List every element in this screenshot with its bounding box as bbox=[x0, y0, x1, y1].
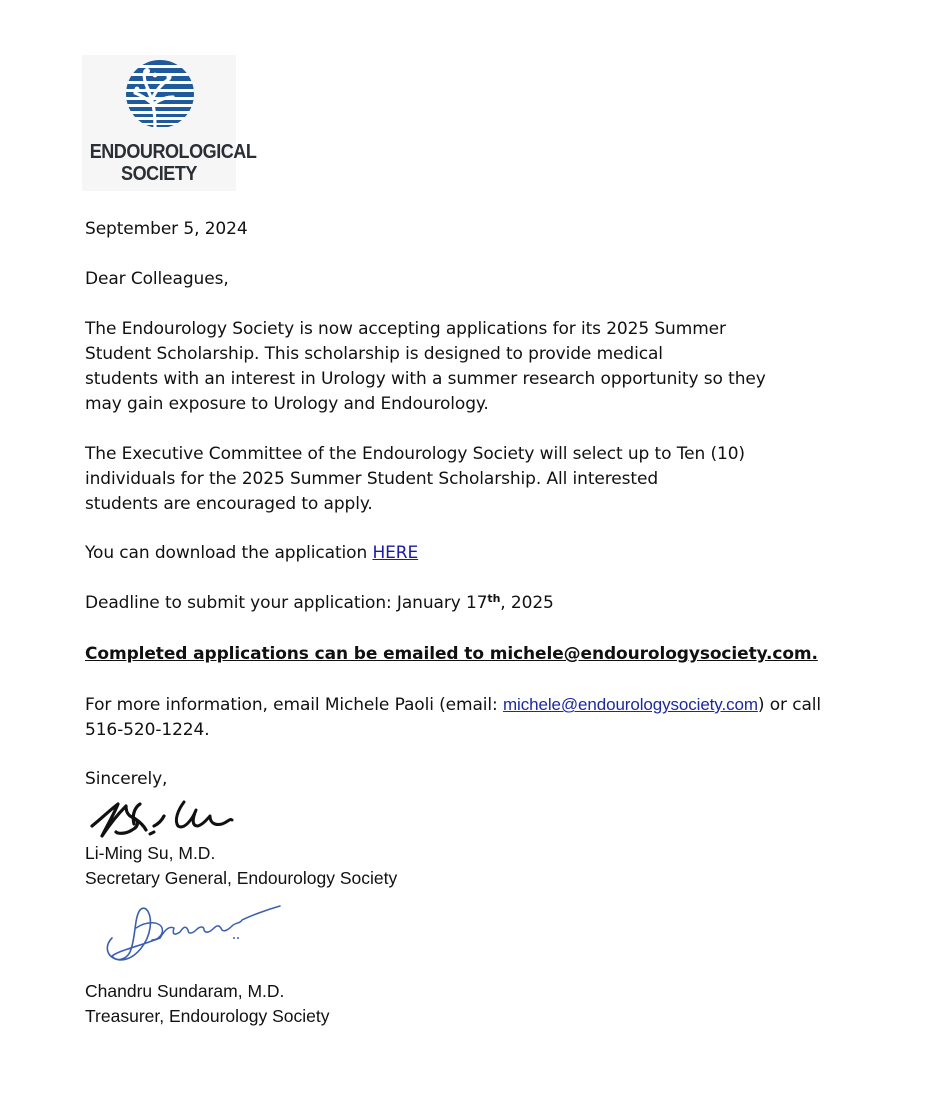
signer-1-title: Secretary General, Endourology Society bbox=[85, 868, 398, 888]
signature-chandru-sundaram bbox=[100, 898, 286, 970]
paragraph-1 bbox=[85, 317, 766, 417]
logo-wordmark bbox=[89, 141, 257, 185]
download-text: You can download the application bbox=[85, 543, 373, 563]
signer-2 bbox=[85, 979, 329, 1029]
phone-number: 516-520-1224. bbox=[85, 720, 210, 740]
download-line bbox=[85, 541, 418, 566]
signer-2-name: Chandru Sundaram, M.D. bbox=[85, 981, 285, 1001]
paragraph-line: individuals for the 2025 Summer Student Scholarship. All interested bbox=[85, 469, 659, 489]
globe-tree-icon bbox=[125, 59, 195, 129]
logo-text-line2: SOCIETY bbox=[121, 163, 197, 185]
signer-1-name: Li-Ming Su, M.D. bbox=[85, 843, 216, 863]
salutation: Dear Colleagues, bbox=[85, 269, 229, 289]
deadline-ordinal: th bbox=[487, 592, 501, 605]
paragraph-line: The Endourology Society is now accepting applications for its 2025 Summer bbox=[85, 319, 726, 339]
contact-prefix: For more information, email Michele Paoli (email: bbox=[85, 695, 503, 715]
logo-text-line1: ENDOUROLOGICAL bbox=[89, 141, 257, 163]
signature-li-ming-su bbox=[88, 796, 238, 842]
contact-info bbox=[85, 692, 821, 743]
closing: Sincerely, bbox=[85, 769, 168, 789]
deadline-text: Deadline to submit your application: January 17 bbox=[85, 593, 488, 613]
paragraph-2 bbox=[85, 442, 745, 517]
signer-1 bbox=[85, 841, 397, 891]
contact-line-1 bbox=[85, 692, 821, 718]
letter-date: September 5, 2024 bbox=[85, 219, 248, 239]
completed-applications-note: Completed applications can be emailed to michele@endourologysociety.com. bbox=[85, 644, 818, 664]
paragraph-line: Student Scholarship. This scholarship is designed to provide medical bbox=[85, 344, 663, 364]
contact-suffix: ) or call bbox=[757, 695, 822, 715]
deadline-line bbox=[85, 591, 554, 616]
paragraph-line: students are encouraged to apply. bbox=[85, 494, 373, 514]
paragraph-line: students with an interest in Urology with a summer research opportunity so they bbox=[85, 369, 766, 389]
email-link[interactable]: michele@endourologysociety.com bbox=[502, 695, 758, 714]
signer-2-title: Treasurer, Endourology Society bbox=[85, 1006, 330, 1026]
download-application-link[interactable]: HERE bbox=[372, 543, 419, 563]
paragraph-line: may gain exposure to Urology and Endourology. bbox=[85, 394, 489, 414]
paragraph-line: The Executive Committee of the Endourology Society will select up to Ten (10) bbox=[85, 444, 745, 464]
deadline-year: , 2025 bbox=[500, 593, 554, 613]
endourological-society-logo bbox=[82, 55, 257, 191]
